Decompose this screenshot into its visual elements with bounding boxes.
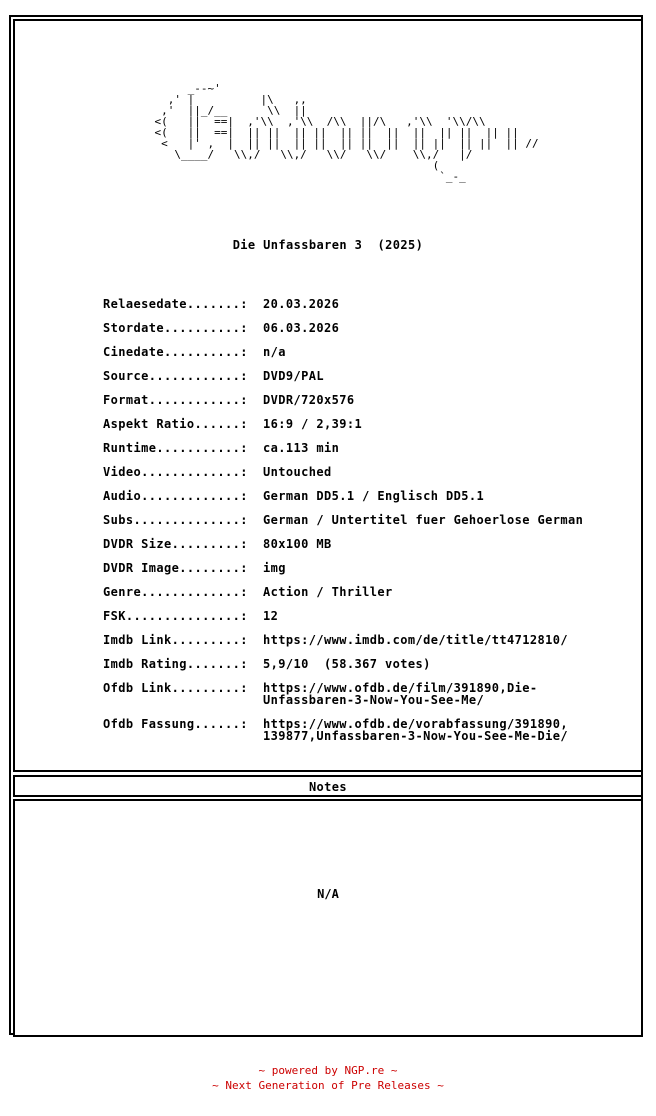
field-label: FSK...............:: [103, 609, 248, 623]
field-label: Genre.............:: [103, 585, 248, 599]
field-row: [103, 538, 583, 550]
notes-text: N/A: [317, 887, 339, 901]
field-value: 12: [263, 609, 279, 623]
field-row: [103, 442, 583, 454]
field-row: [103, 466, 583, 478]
field-value: DVDR/720x576: [263, 393, 355, 407]
field-label: Runtime...........:: [103, 441, 248, 455]
field-value: img: [263, 561, 286, 575]
field-value: Untouched: [263, 465, 332, 479]
field-row: [103, 418, 583, 430]
notes-title: Notes: [308, 780, 348, 794]
field-row: [103, 610, 583, 622]
field-label: Video.............:: [103, 465, 248, 479]
field-row: [103, 346, 583, 358]
release-title: Die Unfassbaren 3 (2025): [232, 238, 424, 252]
field-label: Source............:: [103, 369, 248, 383]
field-value: ca.113 min: [263, 441, 340, 455]
footer-tagline: ~ Next Generation of Pre Releases ~: [212, 1079, 444, 1092]
field-label: Imdb Link.........:: [103, 633, 248, 647]
field-value: https://www.imdb.com/de/title/tt4712810/: [263, 633, 568, 647]
field-value: 80x100 MB: [263, 537, 332, 551]
field-value: n/a: [263, 345, 286, 359]
field-row: [103, 514, 583, 526]
field-row: [103, 658, 583, 670]
field-label: Imdb Rating.......:: [103, 657, 248, 671]
field-label: Relaesedate.......:: [103, 297, 248, 311]
release-fields-list: [103, 298, 583, 754]
field-value: German DD5.1 / Englisch DD5.1: [263, 489, 485, 503]
field-value: 06.03.2026: [263, 321, 340, 335]
field-row: [103, 718, 583, 742]
field-value: 20.03.2026: [263, 297, 340, 311]
field-row: [103, 634, 583, 646]
field-value: 16:9 / 2,39:1: [263, 417, 363, 431]
field-value: https://www.ofdb.de/vorabfassung/391890, 139877,Unfassbaren-3-Now-You-See-Me-Die/: [263, 717, 568, 743]
field-label: Format............:: [103, 393, 248, 407]
field-row: [103, 490, 583, 502]
field-label: DVDR Size.........:: [103, 537, 248, 551]
field-label: Cinedate..........:: [103, 345, 248, 359]
field-row: [103, 370, 583, 382]
field-value: Action / Thriller: [263, 585, 393, 599]
field-row: [103, 682, 583, 706]
field-label: Stordate..........:: [103, 321, 248, 335]
notes-header-panel: [13, 775, 643, 797]
notes-body-panel: [13, 799, 643, 1037]
field-value: https://www.ofdb.de/film/391890,Die- Unfassbaren-3-Now-You-See-Me/: [263, 681, 538, 707]
field-label: Ofdb Link.........:: [103, 681, 248, 695]
field-value: German / Untertitel fuer Gehoerlose German: [263, 513, 584, 527]
field-row: [103, 298, 583, 310]
field-label: Subs..............:: [103, 513, 248, 527]
field-label: Audio.............:: [103, 489, 248, 503]
field-label: Ofdb Fassung......:: [103, 717, 248, 731]
field-label: Aspekt Ratio......:: [103, 417, 248, 431]
field-row: [103, 322, 583, 334]
field-row: [103, 562, 583, 574]
field-label: DVDR Image........:: [103, 561, 248, 575]
ascii-logo: _--~' ,' | |\ ,, ,' ||_/__ \\ || <( || ==| ,'\\ ,'\\ /\\ ||/\ ,'\\ '\\/\\ <( || ==| || || || || || || || || || || || || < |' , | || || || || || || || || || || || || // \____/ \\,/ \\,/ \\/ \\/ \\,/ |/ ( `_-_: [154, 82, 539, 183]
field-row: [103, 586, 583, 598]
field-value: 5,9/10 (58.367 votes): [263, 657, 431, 671]
footer-powered-by: ~ powered by NGP.re ~: [258, 1064, 398, 1077]
field-value: DVD9/PAL: [263, 369, 324, 383]
field-row: [103, 394, 583, 406]
